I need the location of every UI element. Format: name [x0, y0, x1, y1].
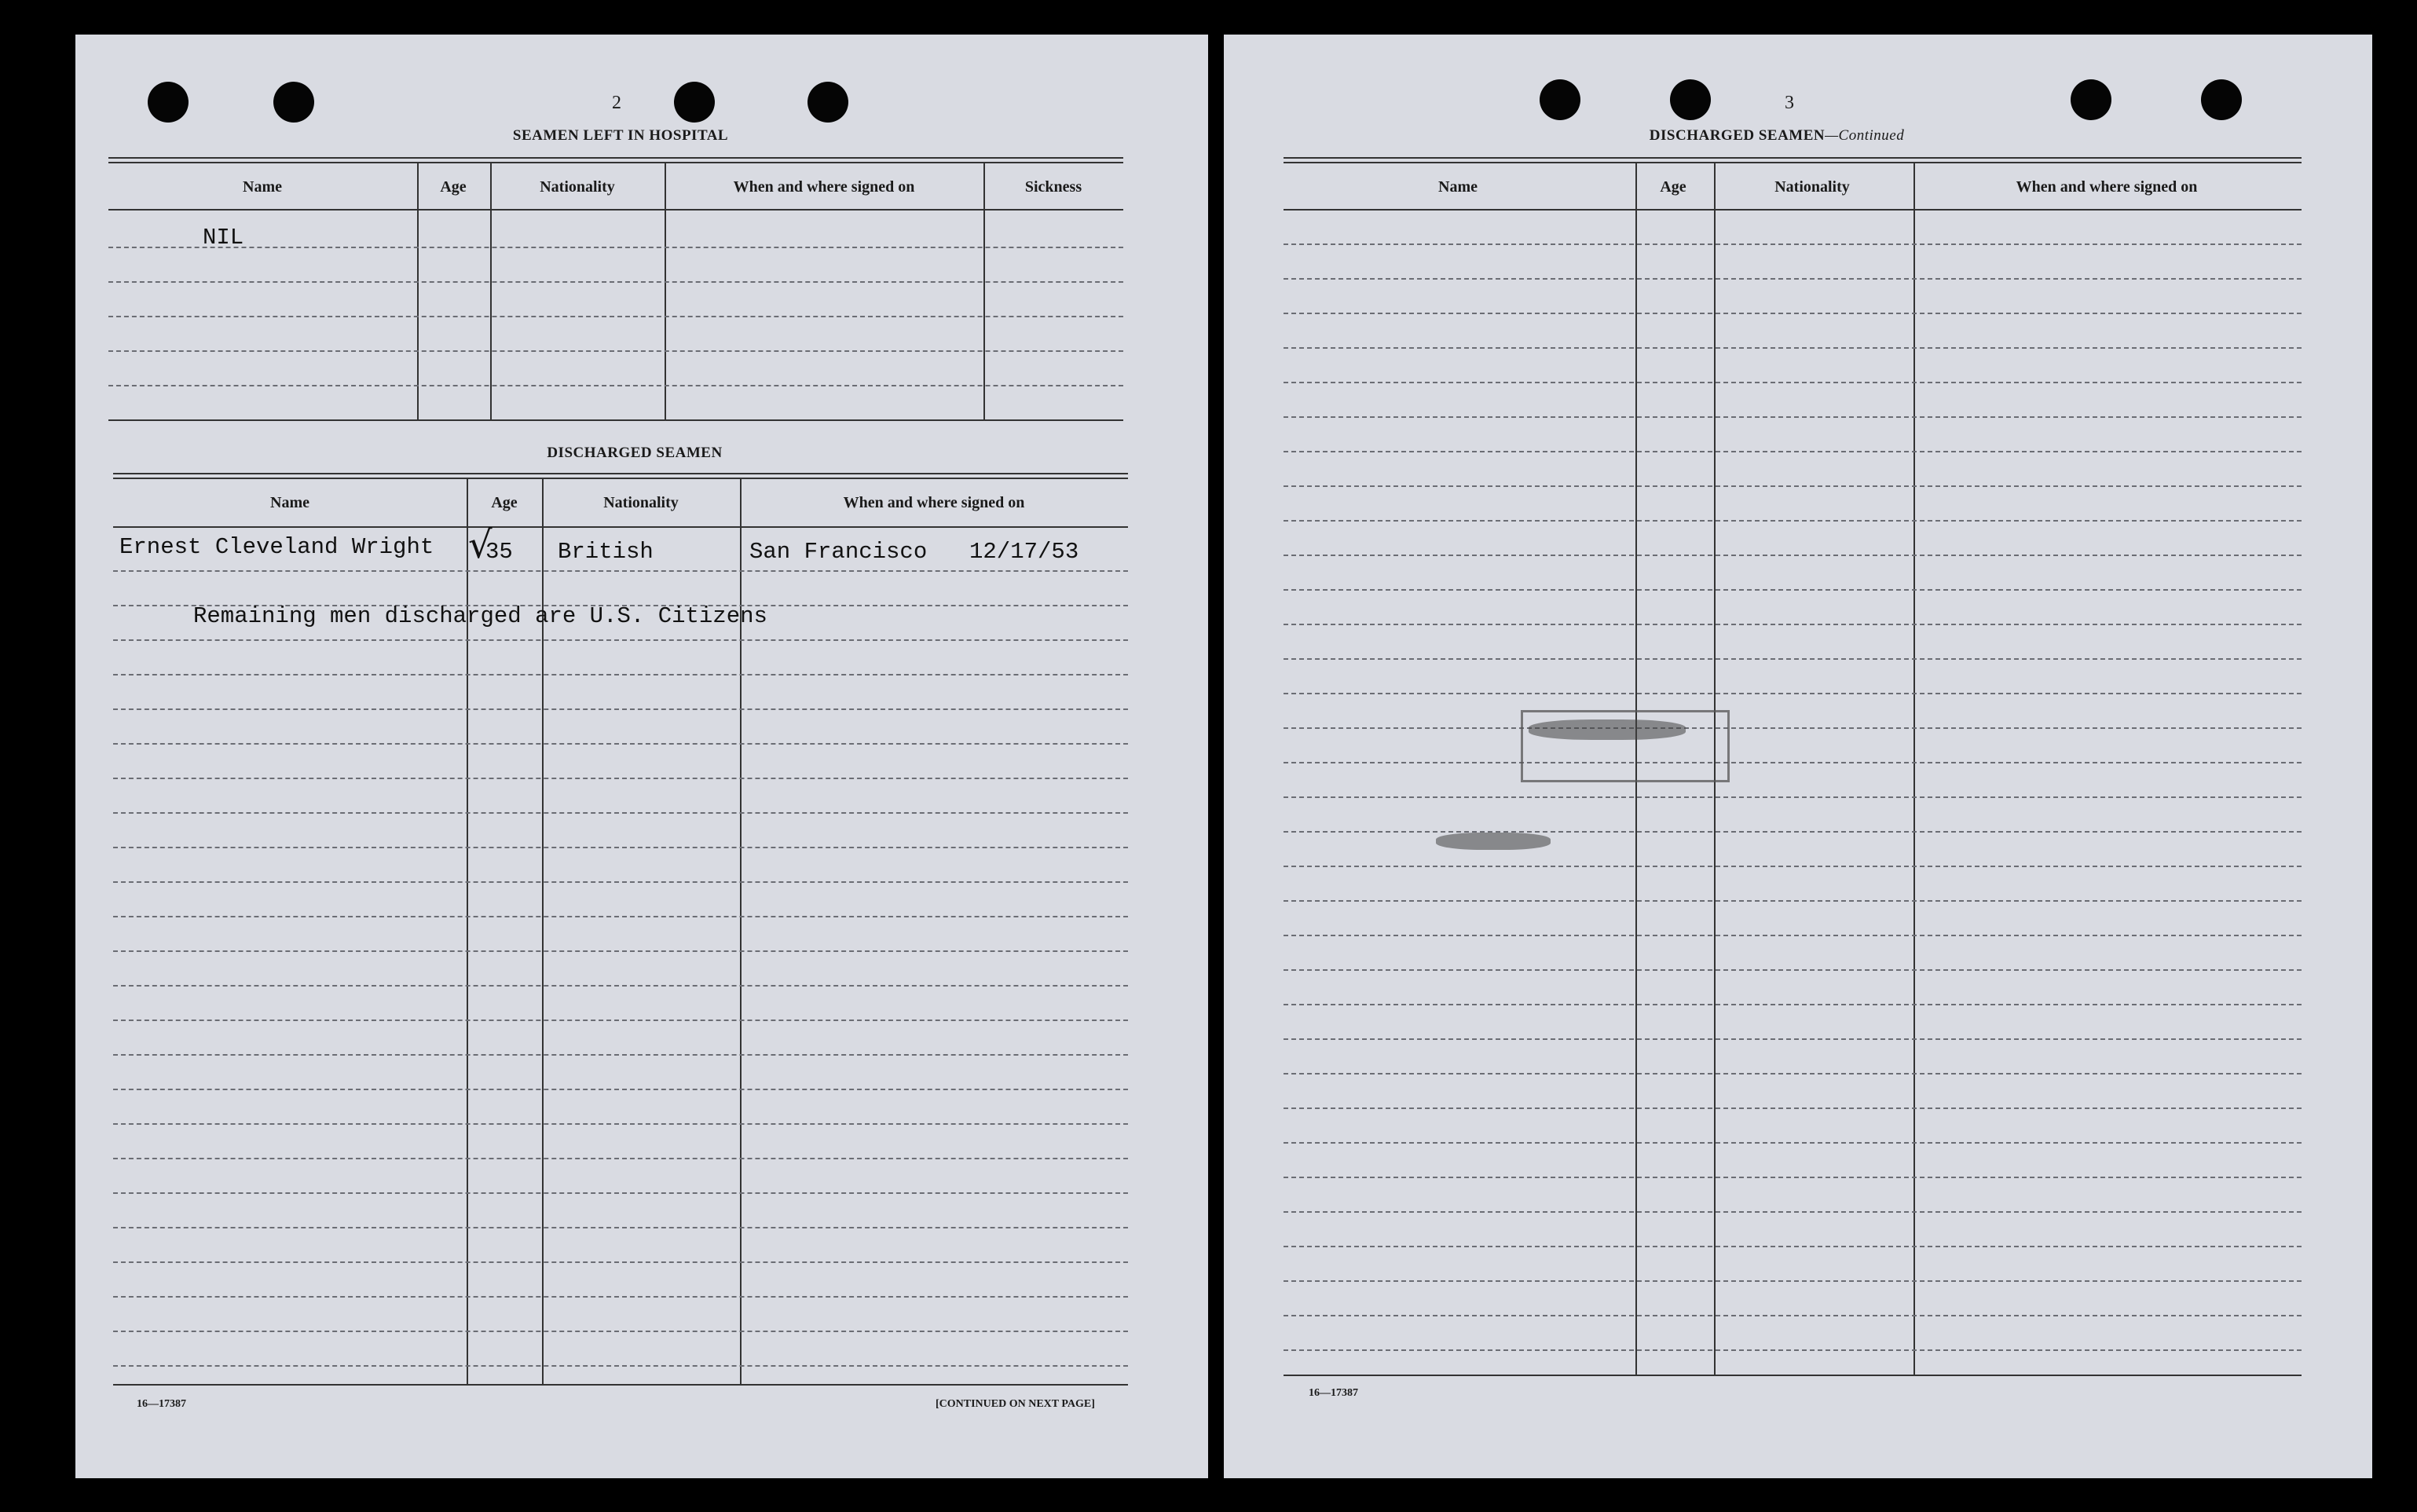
continued-col-age: Age: [1660, 178, 1686, 196]
continued-col-name: Name: [1438, 178, 1478, 196]
right-page: [1224, 35, 2372, 1478]
hospital-col-nationality: Nationality: [540, 178, 615, 196]
check-mark-icon: √: [468, 523, 493, 567]
punch-hole: [2071, 79, 2111, 120]
punch-hole: [273, 82, 314, 123]
discharged-continued-title: DISCHARGED SEAMEN—Continued: [1649, 127, 1905, 144]
seaman-age: 35: [485, 539, 513, 565]
seaman-signed-date: 12/17/53: [969, 539, 1079, 565]
hospital-col-signed-on: When and where signed on: [733, 178, 915, 196]
punch-hole: [2201, 79, 2242, 120]
continued-col-nationality: Nationality: [1774, 178, 1850, 196]
seaman-signed-place: San Francisco: [749, 539, 928, 565]
punch-hole: [807, 82, 848, 123]
punch-hole: [1540, 79, 1580, 120]
page-number: 3: [1785, 93, 1794, 113]
punch-hole: [674, 82, 715, 123]
form-number: 16—17387: [137, 1398, 186, 1410]
left-page: [75, 35, 1208, 1478]
punch-hole: [1670, 79, 1711, 120]
hospital-col-age: Age: [440, 178, 467, 196]
hospital-section-title: SEAMEN LEFT IN HOSPITAL: [512, 127, 729, 144]
discharged-section-title: DISCHARGED SEAMEN: [547, 445, 723, 461]
ink-smudge-icon: [1436, 833, 1551, 850]
punch-hole: [148, 82, 189, 123]
hospital-entry: NIL: [203, 225, 244, 251]
discharged-col-age: Age: [491, 494, 518, 511]
hospital-col-sickness: Sickness: [1024, 178, 1082, 196]
page-number: 2: [612, 93, 621, 113]
continued-note: [CONTINUED ON NEXT PAGE]: [936, 1398, 1095, 1410]
hospital-col-name: Name: [243, 178, 282, 196]
discharged-col-name: Name: [270, 494, 309, 511]
seaman-nationality: British: [558, 539, 654, 565]
discharge-note: Remaining men discharged are U.S. Citizens: [193, 603, 767, 629]
stamp-smudge-icon: [1529, 719, 1686, 740]
form-number: 16—17387: [1309, 1387, 1358, 1399]
continued-col-signed-on: When and where signed on: [2016, 178, 2198, 196]
discharged-col-nationality: Nationality: [603, 494, 679, 511]
discharged-col-signed-on: When and where signed on: [843, 494, 1025, 511]
seaman-name: Ernest Cleveland Wright: [119, 534, 434, 560]
